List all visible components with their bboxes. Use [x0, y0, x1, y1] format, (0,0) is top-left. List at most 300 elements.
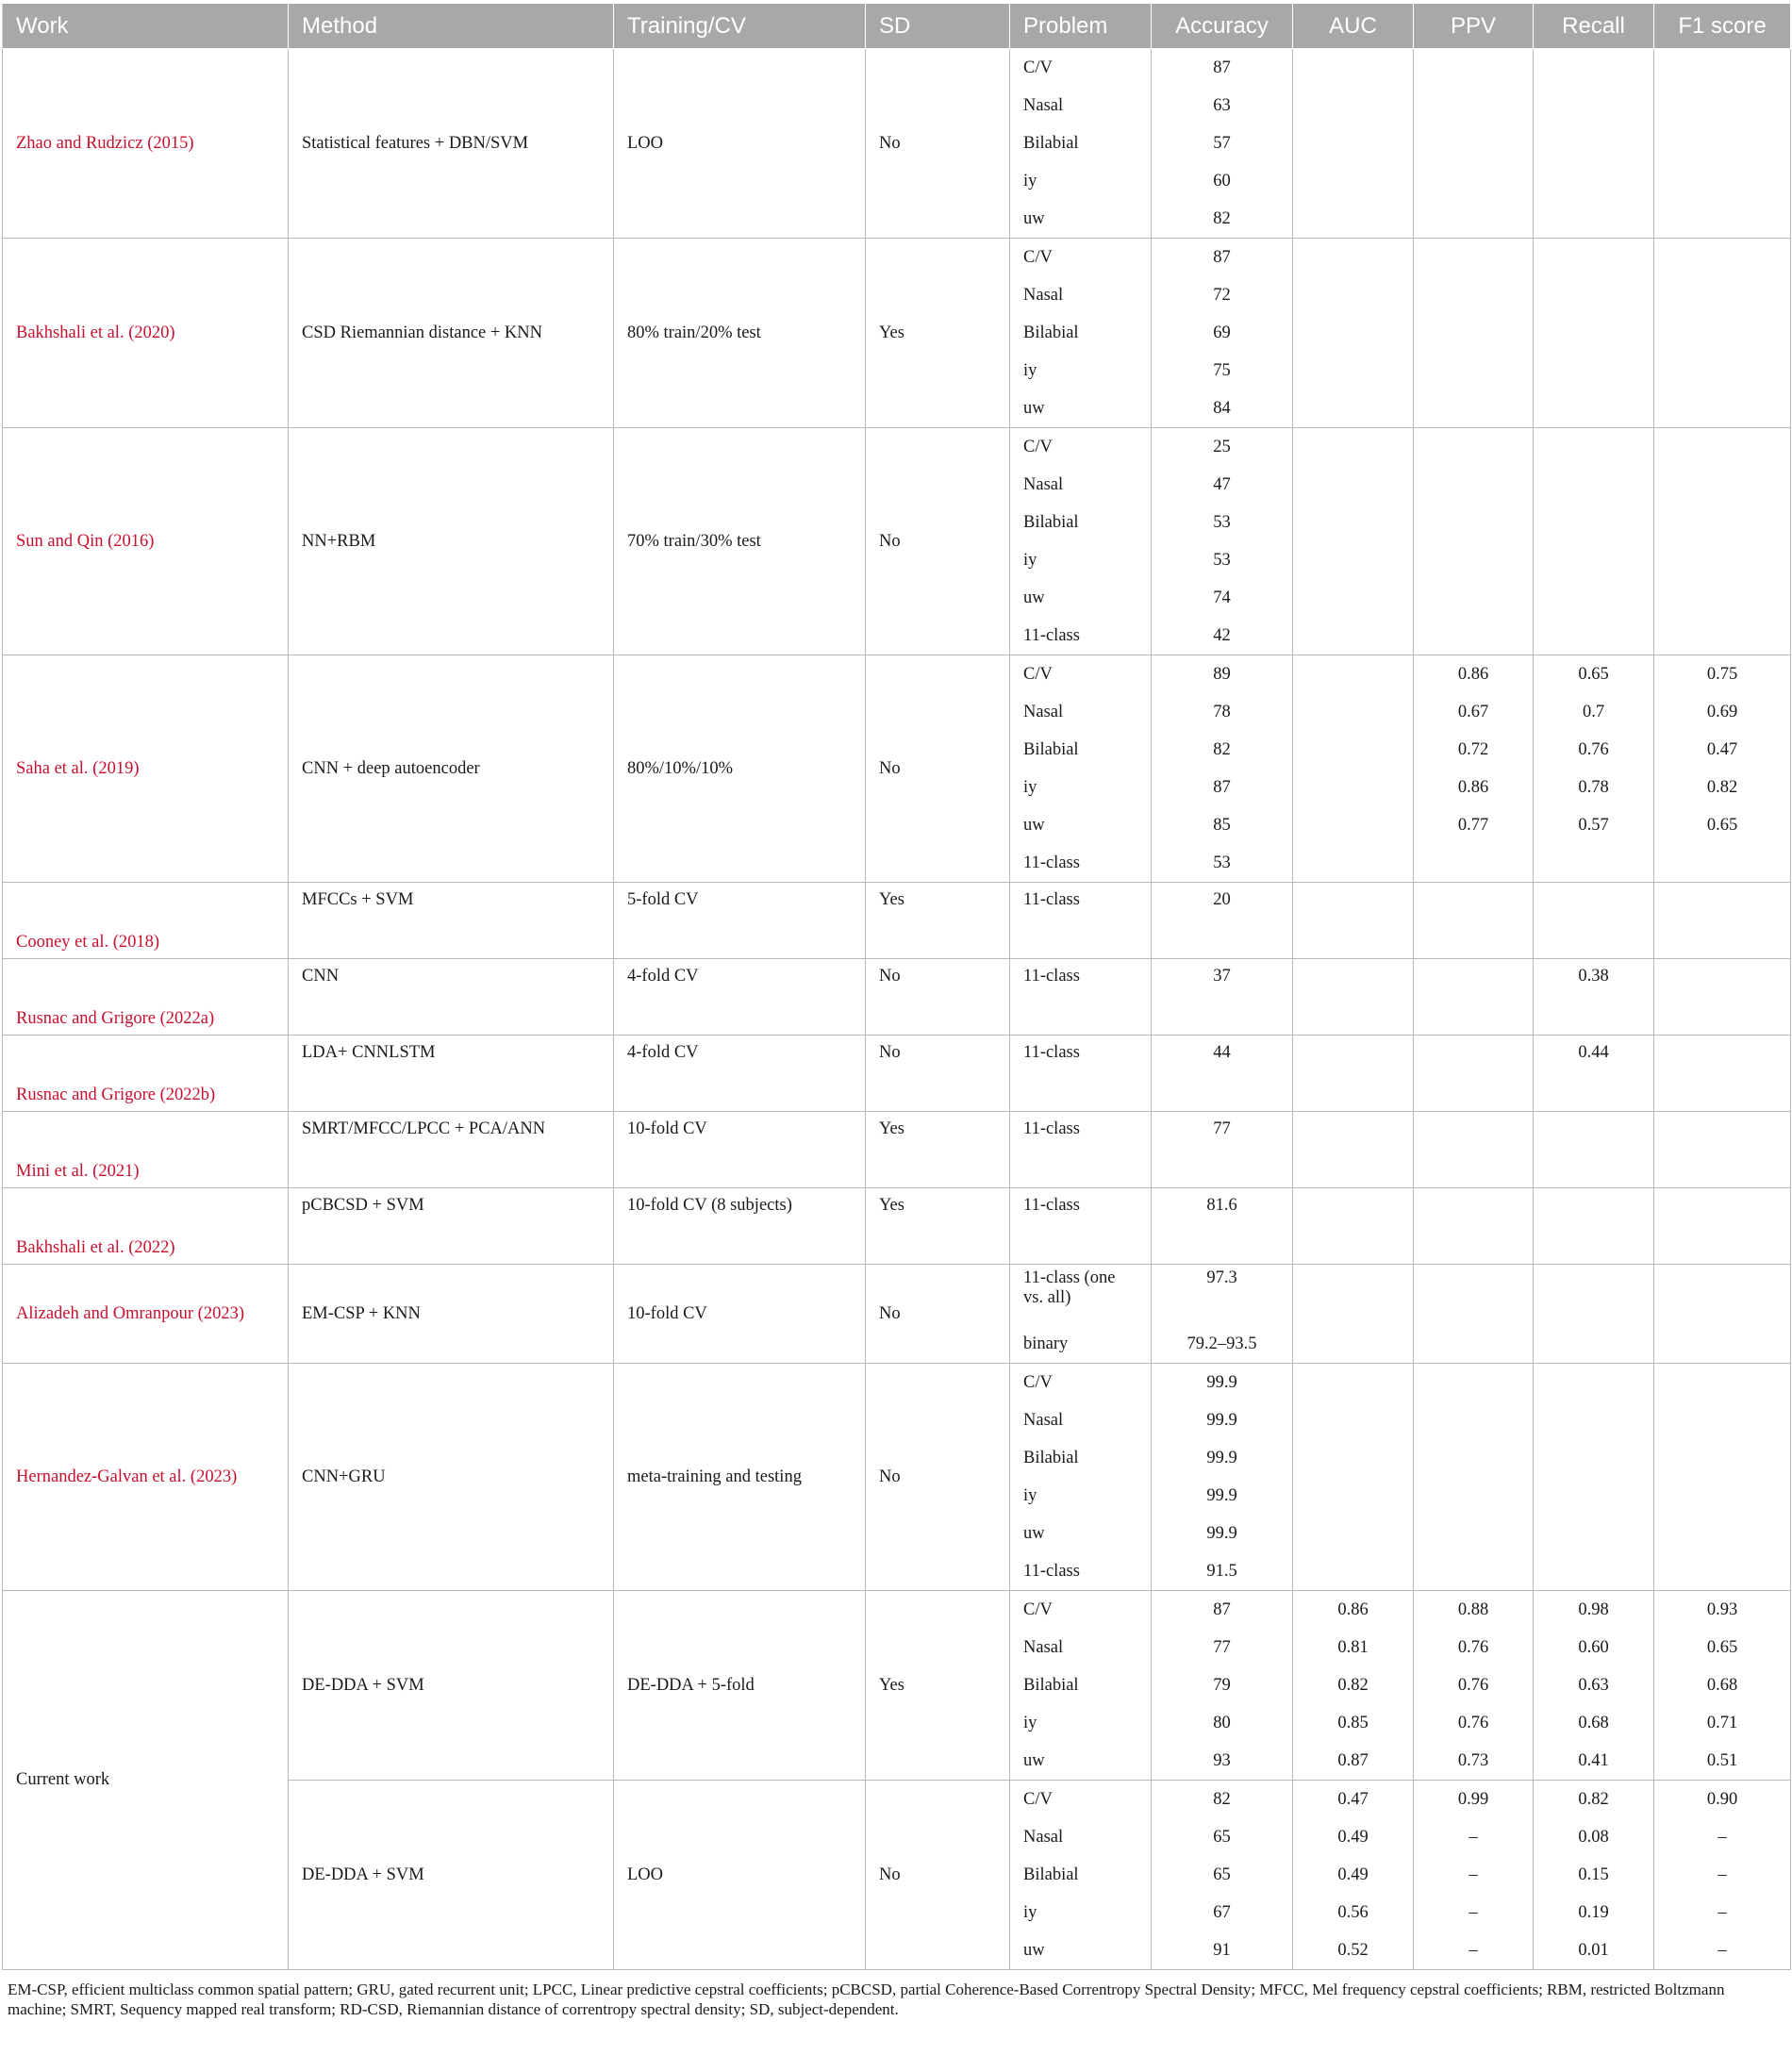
reference-year: 2019	[98, 758, 134, 778]
comparison-table	[2, 3, 1791, 1970]
auc-cell	[1293, 1188, 1414, 1265]
table-row	[3, 1364, 1791, 1402]
reference-authors: Mini et al. (	[16, 1162, 99, 1181]
f1-cell	[1654, 162, 1791, 200]
f1-cell	[1654, 883, 1791, 959]
problem-cell: Nasal	[1010, 1818, 1152, 1856]
f1-cell	[1654, 466, 1791, 504]
problem-cell: Bilabial	[1010, 314, 1152, 352]
accuracy-cell: 74	[1152, 579, 1293, 617]
auc-cell	[1293, 1112, 1414, 1188]
ppv-cell	[1414, 541, 1534, 579]
accuracy-cell: 25	[1152, 428, 1293, 467]
accuracy-cell: 99.9	[1152, 1515, 1293, 1552]
problem-cell: 11-class	[1010, 959, 1152, 1036]
method-cell: DE-DDA + SVM	[289, 1591, 614, 1781]
ppv-cell: 0.72	[1414, 731, 1534, 769]
problem-cell: Nasal	[1010, 1401, 1152, 1439]
method-cell: NN+RBM	[289, 428, 614, 655]
auc-cell	[1293, 162, 1414, 200]
auc-cell	[1293, 655, 1414, 694]
training-cell: 10-fold CV	[614, 1265, 866, 1364]
work-cell	[3, 1188, 289, 1265]
reference-authors: Zhao and Rudzicz (	[16, 133, 154, 153]
reference-authors: Rusnac and Grigore (	[16, 1086, 166, 1104]
recall-cell: 0.44	[1534, 1036, 1654, 1112]
auc-cell	[1293, 1552, 1414, 1591]
sd-cell: No	[866, 1781, 1010, 1970]
accuracy-cell: 79.2–93.5	[1152, 1325, 1293, 1364]
problem-line: vs. all)	[1023, 1288, 1071, 1307]
recall-cell: 0.19	[1534, 1894, 1654, 1931]
auc-cell	[1293, 769, 1414, 806]
auc-cell	[1293, 1325, 1414, 1364]
problem-cell: uw	[1010, 1742, 1152, 1781]
reference-link[interactable]	[16, 759, 140, 778]
recall-cell: 0.15	[1534, 1856, 1654, 1894]
table-row	[3, 1591, 1791, 1630]
reference-link[interactable]	[16, 1467, 237, 1486]
problem-cell: 11-class	[1010, 1188, 1152, 1265]
recall-cell	[1534, 1439, 1654, 1477]
f1-cell: –	[1654, 1818, 1791, 1856]
accuracy-cell: 37	[1152, 959, 1293, 1036]
accuracy-cell: 87	[1152, 239, 1293, 277]
training-cell: 80%/10%/10%	[614, 655, 866, 883]
problem-cell: Nasal	[1010, 466, 1152, 504]
accuracy-cell: 42	[1152, 617, 1293, 655]
f1-cell: 0.90	[1654, 1781, 1791, 1819]
problem-cell: 11-class	[1010, 617, 1152, 655]
problem-cell: uw	[1010, 200, 1152, 239]
reference-close: )	[188, 133, 194, 153]
auc-cell	[1293, 541, 1414, 579]
reference-year: 2022a	[165, 1009, 208, 1028]
problem-cell: binary	[1010, 1325, 1152, 1364]
accuracy-cell: 87	[1152, 769, 1293, 806]
reference-year: 2023	[196, 1467, 232, 1486]
accuracy-cell: 63	[1152, 87, 1293, 124]
problem-cell: iy	[1010, 1704, 1152, 1742]
header-sd: SD	[866, 4, 1010, 49]
table-row	[3, 883, 1791, 959]
recall-cell: 0.63	[1534, 1666, 1654, 1704]
reference-year: 2022	[134, 1238, 170, 1257]
work-cell	[3, 239, 289, 428]
recall-cell	[1534, 200, 1654, 239]
auc-cell	[1293, 1515, 1414, 1552]
sd-cell: Yes	[866, 1591, 1010, 1781]
recall-cell: 0.57	[1534, 806, 1654, 844]
recall-cell	[1534, 1364, 1654, 1402]
f1-cell	[1654, 49, 1791, 88]
training-cell: 10-fold CV	[614, 1112, 866, 1188]
problem-cell: 11-class	[1010, 883, 1152, 959]
reference-link[interactable]	[16, 1238, 175, 1257]
f1-cell: 0.65	[1654, 806, 1791, 844]
f1-cell: 0.51	[1654, 1742, 1791, 1781]
accuracy-cell: 82	[1152, 731, 1293, 769]
ppv-cell	[1414, 1265, 1534, 1326]
recall-cell: 0.60	[1534, 1629, 1654, 1666]
accuracy-cell: 91	[1152, 1931, 1293, 1970]
recall-cell	[1534, 352, 1654, 389]
ppv-cell	[1414, 1515, 1534, 1552]
ppv-cell: 0.76	[1414, 1666, 1534, 1704]
problem-cell: iy	[1010, 769, 1152, 806]
table-row	[3, 1188, 1791, 1265]
reference-year: 2016	[113, 531, 149, 551]
f1-cell	[1654, 1364, 1791, 1402]
reference-link[interactable]	[16, 323, 175, 342]
recall-cell: 0.78	[1534, 769, 1654, 806]
reference-link[interactable]	[16, 532, 154, 551]
training-cell: meta-training and testing	[614, 1364, 866, 1591]
recall-cell	[1534, 1188, 1654, 1265]
accuracy-cell: 65	[1152, 1856, 1293, 1894]
method-cell: Statistical features + DBN/SVM	[289, 49, 614, 239]
reference-year: 2021	[98, 1162, 134, 1181]
method-cell: MFCCs + SVM	[289, 883, 614, 959]
reference-link[interactable]	[16, 933, 159, 952]
ppv-cell: 0.88	[1414, 1591, 1534, 1630]
ppv-cell	[1414, 1188, 1534, 1265]
reference-authors: Cooney et al. (	[16, 933, 119, 952]
problem-cell: uw	[1010, 389, 1152, 428]
ppv-cell: –	[1414, 1894, 1534, 1931]
f1-cell	[1654, 389, 1791, 428]
reference-close: )	[207, 1009, 215, 1028]
ppv-cell	[1414, 49, 1534, 88]
ppv-cell	[1414, 162, 1534, 200]
f1-cell	[1654, 352, 1791, 389]
recall-cell	[1534, 428, 1654, 467]
table-row	[3, 1265, 1791, 1326]
header-work: Work	[3, 4, 289, 49]
recall-cell: 0.98	[1534, 1591, 1654, 1630]
work-cell	[3, 428, 289, 655]
method-cell: CSD Riemannian distance + KNN	[289, 239, 614, 428]
recall-cell	[1534, 87, 1654, 124]
accuracy-cell: 53	[1152, 541, 1293, 579]
auc-cell	[1293, 959, 1414, 1036]
table-row	[3, 655, 1791, 694]
recall-cell	[1534, 1265, 1654, 1326]
sd-cell: No	[866, 49, 1010, 239]
work-cell	[3, 883, 289, 959]
ppv-cell	[1414, 1401, 1534, 1439]
header-method: Method	[289, 4, 614, 49]
f1-cell	[1654, 1036, 1791, 1112]
ppv-cell: 0.86	[1414, 769, 1534, 806]
ppv-cell	[1414, 466, 1534, 504]
accuracy-cell: 85	[1152, 806, 1293, 844]
sd-cell: Yes	[866, 1112, 1010, 1188]
recall-cell	[1534, 541, 1654, 579]
accuracy-cell: 91.5	[1152, 1552, 1293, 1591]
accuracy-cell: 69	[1152, 314, 1293, 352]
accuracy-cell: 78	[1152, 693, 1293, 731]
reference-year: 2022b	[165, 1086, 209, 1104]
auc-cell	[1293, 49, 1414, 88]
f1-cell	[1654, 314, 1791, 352]
method-cell: SMRT/MFCC/LPCC + PCA/ANN	[289, 1112, 614, 1188]
accuracy-cell: 87	[1152, 1591, 1293, 1630]
ppv-cell	[1414, 1552, 1534, 1591]
ppv-cell	[1414, 239, 1534, 277]
f1-cell: –	[1654, 1856, 1791, 1894]
table-row	[3, 49, 1791, 88]
accuracy-cell: 99.9	[1152, 1364, 1293, 1402]
training-cell: 10-fold CV (8 subjects)	[614, 1188, 866, 1265]
auc-cell	[1293, 87, 1414, 124]
reference-authors: Alizadeh and Omranpour (	[16, 1303, 204, 1323]
reference-close: )	[133, 1162, 140, 1181]
f1-cell	[1654, 1552, 1791, 1591]
recall-cell	[1534, 1325, 1654, 1364]
sd-cell: No	[866, 655, 1010, 883]
method-cell: CNN + deep autoencoder	[289, 655, 614, 883]
method-cell: pCBCSD + SVM	[289, 1188, 614, 1265]
ppv-cell	[1414, 1325, 1534, 1364]
reference-authors: Hernandez-Galvan et al. (	[16, 1467, 197, 1486]
accuracy-cell: 82	[1152, 1781, 1293, 1819]
reference-authors: Saha et al. (	[16, 758, 99, 778]
f1-cell: 0.69	[1654, 693, 1791, 731]
problem-cell: 11-class	[1010, 844, 1152, 883]
problem-cell: Bilabial	[1010, 124, 1152, 162]
f1-cell: 0.47	[1654, 731, 1791, 769]
ppv-cell: 0.86	[1414, 655, 1534, 694]
work-cell	[3, 1364, 289, 1591]
work-cell	[3, 959, 289, 1036]
accuracy-cell: 99.9	[1152, 1439, 1293, 1477]
recall-cell	[1534, 1477, 1654, 1515]
recall-cell	[1534, 466, 1654, 504]
recall-cell	[1534, 1515, 1654, 1552]
ppv-cell: 0.67	[1414, 693, 1534, 731]
accuracy-cell: 67	[1152, 1894, 1293, 1931]
auc-cell: 0.86	[1293, 1591, 1414, 1630]
ppv-cell	[1414, 1036, 1534, 1112]
table-footnote: EM-CSP, efficient multiclass common spatial pattern; GRU, gated recurrent unit; LPCC, Linear predictive cepstral coefficients; pCBCSD, partial Coherence-Based Correntropy Spectral Density; MFCC, Mel frequency cepstral coefficients; RBM, restricted Boltzmann machine; SMRT, Sequency mapped real transform; RD-CSD, Riemannian distance of correntropy spectral density; SD, subject-dependent.	[8, 1980, 1725, 2018]
auc-cell	[1293, 731, 1414, 769]
reference-authors: Bakhshali et al. (	[16, 323, 135, 342]
header-auc: AUC	[1293, 4, 1414, 49]
recall-cell	[1534, 1112, 1654, 1188]
method-cell: EM-CSP + KNN	[289, 1265, 614, 1364]
reference-link[interactable]	[16, 1009, 214, 1028]
ppv-cell	[1414, 428, 1534, 467]
training-cell: DE-DDA + 5-fold	[614, 1591, 866, 1781]
auc-cell: 0.82	[1293, 1666, 1414, 1704]
ppv-cell: 0.73	[1414, 1742, 1534, 1781]
auc-cell: 0.49	[1293, 1856, 1414, 1894]
sd-cell: No	[866, 1265, 1010, 1364]
f1-cell	[1654, 1112, 1791, 1188]
sd-cell: Yes	[866, 1188, 1010, 1265]
f1-cell	[1654, 1515, 1791, 1552]
accuracy-cell: 82	[1152, 200, 1293, 239]
training-cell: 5-fold CV	[614, 883, 866, 959]
ppv-cell: –	[1414, 1856, 1534, 1894]
auc-cell	[1293, 844, 1414, 883]
f1-cell: 0.75	[1654, 655, 1791, 694]
recall-cell	[1534, 883, 1654, 959]
auc-cell	[1293, 883, 1414, 959]
f1-cell: –	[1654, 1931, 1791, 1970]
recall-cell	[1534, 49, 1654, 88]
auc-cell	[1293, 1439, 1414, 1477]
auc-cell	[1293, 124, 1414, 162]
auc-cell: 0.52	[1293, 1931, 1414, 1970]
auc-cell	[1293, 389, 1414, 428]
accuracy-cell: 99.9	[1152, 1401, 1293, 1439]
reference-close: )	[238, 1303, 244, 1323]
problem-cell: iy	[1010, 1894, 1152, 1931]
recall-cell: 0.76	[1534, 731, 1654, 769]
recall-cell: 0.7	[1534, 693, 1654, 731]
ppv-cell	[1414, 314, 1534, 352]
f1-cell	[1654, 124, 1791, 162]
training-cell: 80% train/20% test	[614, 239, 866, 428]
sd-cell: Yes	[866, 239, 1010, 428]
reference-close: )	[231, 1467, 238, 1486]
ppv-cell	[1414, 579, 1534, 617]
recall-cell	[1534, 617, 1654, 655]
method-cell: CNN	[289, 959, 614, 1036]
auc-cell	[1293, 466, 1414, 504]
auc-cell: 0.56	[1293, 1894, 1414, 1931]
ppv-cell	[1414, 504, 1534, 541]
work-cell	[3, 655, 289, 883]
ppv-cell	[1414, 1477, 1534, 1515]
ppv-cell: 0.76	[1414, 1629, 1534, 1666]
problem-cell: C/V	[1010, 239, 1152, 277]
problem-cell: Bilabial	[1010, 504, 1152, 541]
ppv-cell: –	[1414, 1931, 1534, 1970]
auc-cell: 0.81	[1293, 1629, 1414, 1666]
reference-link[interactable]	[16, 134, 194, 153]
problem-cell: iy	[1010, 352, 1152, 389]
f1-cell	[1654, 276, 1791, 314]
accuracy-cell: 84	[1152, 389, 1293, 428]
ppv-cell	[1414, 389, 1534, 428]
reference-link[interactable]	[16, 1304, 244, 1323]
ppv-cell	[1414, 1112, 1534, 1188]
ppv-cell	[1414, 1439, 1534, 1477]
method-cell: LDA+ CNNLSTM	[289, 1036, 614, 1112]
problem-cell: 11-class	[1010, 1036, 1152, 1112]
accuracy-cell: 79	[1152, 1666, 1293, 1704]
work-cell: Current work	[3, 1591, 289, 1970]
recall-cell	[1534, 504, 1654, 541]
auc-cell	[1293, 617, 1414, 655]
training-cell: 4-fold CV	[614, 1036, 866, 1112]
recall-cell	[1534, 844, 1654, 883]
table-row	[3, 428, 1791, 467]
recall-cell	[1534, 239, 1654, 277]
reference-link[interactable]	[16, 1162, 140, 1181]
ppv-cell: 0.99	[1414, 1781, 1534, 1819]
f1-cell	[1654, 1188, 1791, 1265]
f1-cell	[1654, 617, 1791, 655]
accuracy-cell: 81.6	[1152, 1188, 1293, 1265]
problem-cell: Nasal	[1010, 87, 1152, 124]
auc-cell	[1293, 579, 1414, 617]
recall-cell: 0.68	[1534, 1704, 1654, 1742]
f1-cell	[1654, 200, 1791, 239]
accuracy-cell: 65	[1152, 1818, 1293, 1856]
f1-cell: 0.71	[1654, 1704, 1791, 1742]
auc-cell	[1293, 806, 1414, 844]
auc-cell	[1293, 352, 1414, 389]
auc-cell	[1293, 276, 1414, 314]
ppv-cell	[1414, 617, 1534, 655]
auc-cell	[1293, 1364, 1414, 1402]
problem-cell: iy	[1010, 1477, 1152, 1515]
problem-line: 11-class (one	[1023, 1268, 1116, 1287]
auc-cell	[1293, 314, 1414, 352]
table-row	[3, 239, 1791, 277]
recall-cell	[1534, 162, 1654, 200]
accuracy-cell: 47	[1152, 466, 1293, 504]
header-f1: F1 score	[1654, 4, 1791, 49]
recall-cell: 0.38	[1534, 959, 1654, 1036]
f1-cell: 0.82	[1654, 769, 1791, 806]
ppv-cell	[1414, 959, 1534, 1036]
problem-cell: 11-class	[1010, 1552, 1152, 1591]
ppv-cell	[1414, 200, 1534, 239]
auc-cell	[1293, 1265, 1414, 1326]
sd-cell: No	[866, 1036, 1010, 1112]
accuracy-cell: 89	[1152, 655, 1293, 694]
f1-cell: 0.65	[1654, 1629, 1791, 1666]
training-cell: LOO	[614, 49, 866, 239]
ppv-cell: 0.77	[1414, 806, 1534, 844]
problem-cell: Nasal	[1010, 693, 1152, 731]
auc-cell	[1293, 1036, 1414, 1112]
recall-cell	[1534, 1552, 1654, 1591]
training-cell: 70% train/30% test	[614, 428, 866, 655]
reference-authors: Sun and Qin (	[16, 531, 114, 551]
accuracy-cell: 97.3	[1152, 1265, 1293, 1326]
accuracy-cell: 44	[1152, 1036, 1293, 1112]
problem-cell: iy	[1010, 162, 1152, 200]
reference-close: )	[169, 323, 175, 342]
reference-year: 2020	[134, 323, 170, 342]
auc-cell: 0.47	[1293, 1781, 1414, 1819]
recall-cell: 0.65	[1534, 655, 1654, 694]
ppv-cell	[1414, 844, 1534, 883]
f1-cell	[1654, 87, 1791, 124]
f1-cell: 0.68	[1654, 1666, 1791, 1704]
auc-cell	[1293, 693, 1414, 731]
f1-cell	[1654, 1325, 1791, 1364]
reference-link[interactable]	[16, 1086, 215, 1104]
f1-cell	[1654, 579, 1791, 617]
ppv-cell	[1414, 276, 1534, 314]
auc-cell: 0.85	[1293, 1704, 1414, 1742]
accuracy-cell: 99.9	[1152, 1477, 1293, 1515]
f1-cell	[1654, 1401, 1791, 1439]
f1-cell	[1654, 1265, 1791, 1326]
accuracy-cell: 57	[1152, 124, 1293, 162]
sd-cell: No	[866, 428, 1010, 655]
table-row	[3, 959, 1791, 1036]
auc-cell	[1293, 1477, 1414, 1515]
reference-close: )	[133, 758, 140, 778]
